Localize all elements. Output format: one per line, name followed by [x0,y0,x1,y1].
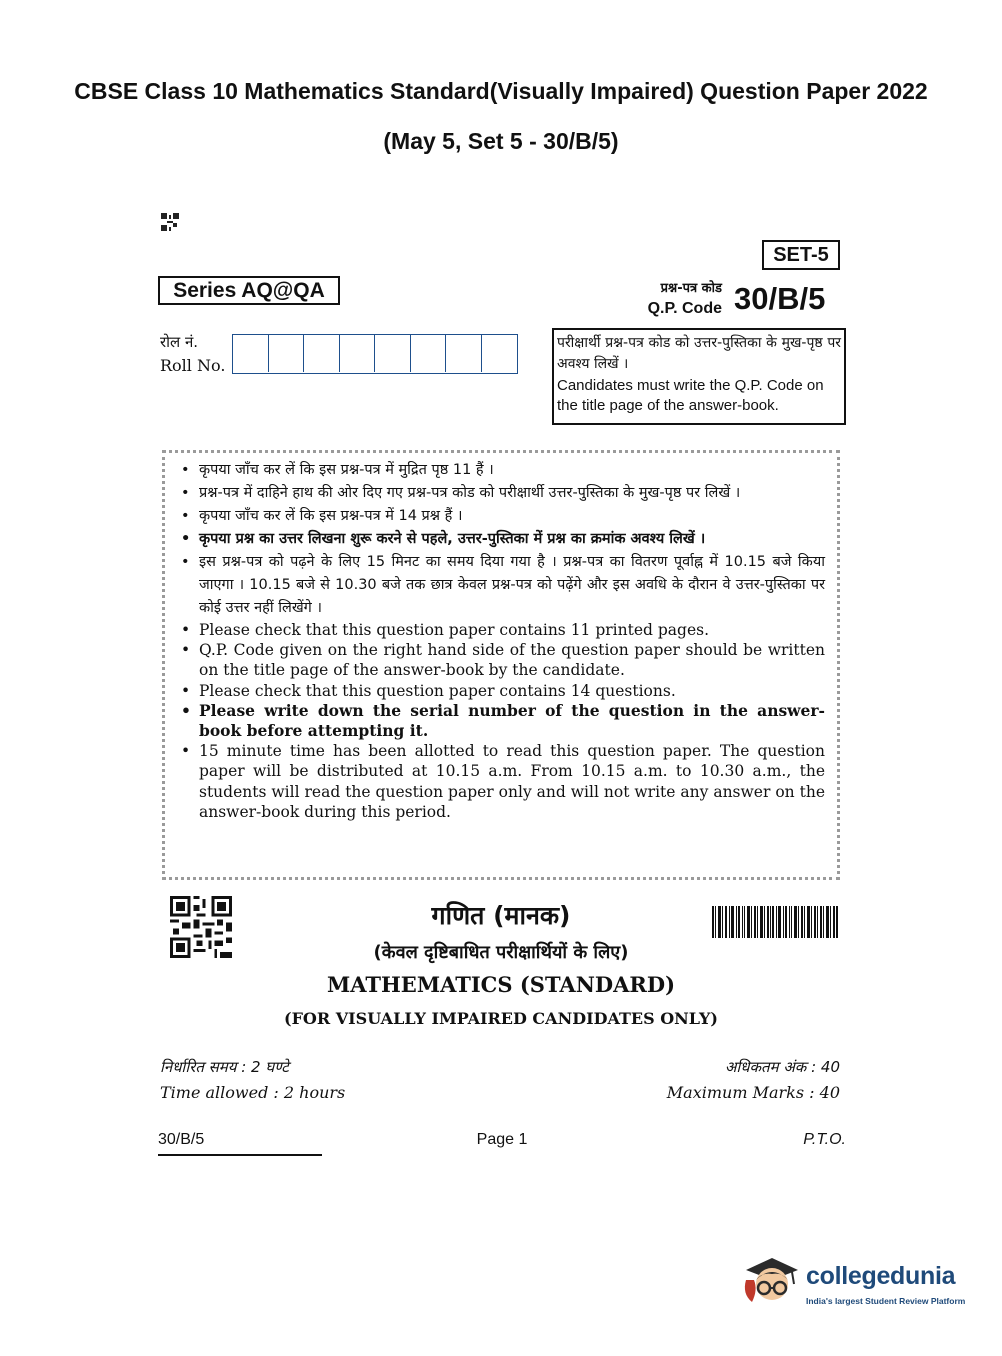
subject-subtitle-hindi: (केवल दृष्टिबाधित परीक्षार्थियों के लिए) [373,942,629,963]
series-badge: Series AQ@QA [158,276,340,305]
page-subtitle: (May 5, Set 5 - 30/B/5) [383,128,619,154]
roll-number-cell[interactable] [340,335,376,372]
max-marks: Maximum Marks : 40 [666,1083,840,1102]
roll-label: Roll No. [160,356,226,375]
candidate-note-box [552,328,846,425]
instruction-hindi-1: • कृपया जाँच कर लें कि इस प्रश्न-पत्र में मुद्रित पृष्ठ 11 हैं । [175,459,825,482]
instruction-hindi-4: • कृपया प्रश्न का उत्तर लिखना शुरू करने से पहले, उत्तर-पुस्तिका में प्रश्न का क्रमांक अवश्य लिखें । [175,528,825,551]
subject-title-hindi: गणित (मानक) [431,901,571,930]
instructions-box [162,450,840,880]
qp-code-value: 30/B/5 [734,281,826,316]
instruction-hindi-3: • कृपया जाँच कर लें कि इस प्रश्न-पत्र में 14 प्रश्न हैं । [175,505,825,528]
qr-code-small-icon [161,213,179,231]
instruction-hindi-2: • प्रश्न-पत्र में दाहिने हाथ की ओर दिए गए प्रश्न-पत्र कोड को परीक्षार्थी उत्तर-पुस्तिका के मुख-पृष्ठ पर लिखें । [175,482,825,505]
page-title: CBSE Class 10 Mathematics Standard(Visually Impaired) Question Paper 2022 [74,78,928,104]
instruction-5: • 15 minute time has been allotted to read this question paper. The question paper will be distributed at 10.15 a.m. From 10.15 a.m. to 10.30 a.m., the students will read the question paper only and will not write any answer on the answer-book during this period. [175,741,825,822]
instruction-2: • Q.P. Code given on the right hand side of the question paper should be written on the title page of the answer-book by the candidate. [175,640,825,680]
roll-number-cell[interactable] [482,335,518,372]
roll-number-cell[interactable] [375,335,411,372]
instruction-3: • Please check that this question paper contains 14 questions. [175,681,825,701]
candidate-note-hindi: परीक्षार्थी प्रश्न-पत्र कोड को उत्तर-पुस्तिका के मुख-पृष्ठ पर अवश्य लिखें । [557,335,841,372]
instruction-1: • Please check that this question paper contains 11 printed pages. [175,620,825,640]
brand-name[interactable]: collegedunia [806,1262,956,1290]
footer-page-number: Page 1 [476,1131,528,1148]
brand-tagline: India's largest Student Review Platform [806,1296,966,1306]
instruction-4: • Please write down the serial number of the question in the answer-book before attempting it. [175,701,825,741]
mascot-icon [745,1258,798,1302]
subject-title: MATHEMATICS (STANDARD) [326,972,676,997]
time-allowed-hindi: निर्धारित समय : 2 घण्टे [160,1058,289,1076]
roll-number-cell[interactable] [233,335,269,372]
roll-label-hindi: रोल नं. [160,333,199,351]
roll-number-cell[interactable] [269,335,305,372]
instruction-hindi-5: • इस प्रश्न-पत्र को पढ़ने के लिए 15 मिनट का समय दिया गया है । प्रश्न-पत्र का वितरण पूर्वाह्न में 10.15 बजे किया जाएगा । 10.15 बजे से 10.30 बजे तक छात्र केवल प्रश्न-पत्र को पढ़ेंगे और इस अवधि के दौरान वे उत्तर-पुस्तिका पर कोई उत्तर नहीं लिखेंगे । [175,551,825,620]
subject-subtitle: (FOR VISUALLY IMPAIRED CANDIDATES ONLY) [284,1009,718,1028]
roll-number-cell[interactable] [411,335,447,372]
qp-code-label: Q.P. Code [647,300,722,317]
qp-code-label-hindi: प्रश्न-पत्र कोड [660,281,722,296]
instructions-list [175,459,825,822]
set-badge: SET-5 [762,240,840,270]
roll-number-cell[interactable] [446,335,482,372]
candidate-note: Candidates must write the Q.P. Code on the title page of the answer-book. [557,377,824,414]
footer-code: 30/B/5 [158,1131,322,1156]
roll-number-cell[interactable] [304,335,340,372]
time-allowed: Time allowed : 2 hours [160,1083,346,1102]
max-marks-hindi: अधिकतम अंक : 40 [724,1058,840,1076]
footer-pto: P.T.O. [803,1131,846,1148]
roll-number-boxes[interactable] [232,334,518,374]
